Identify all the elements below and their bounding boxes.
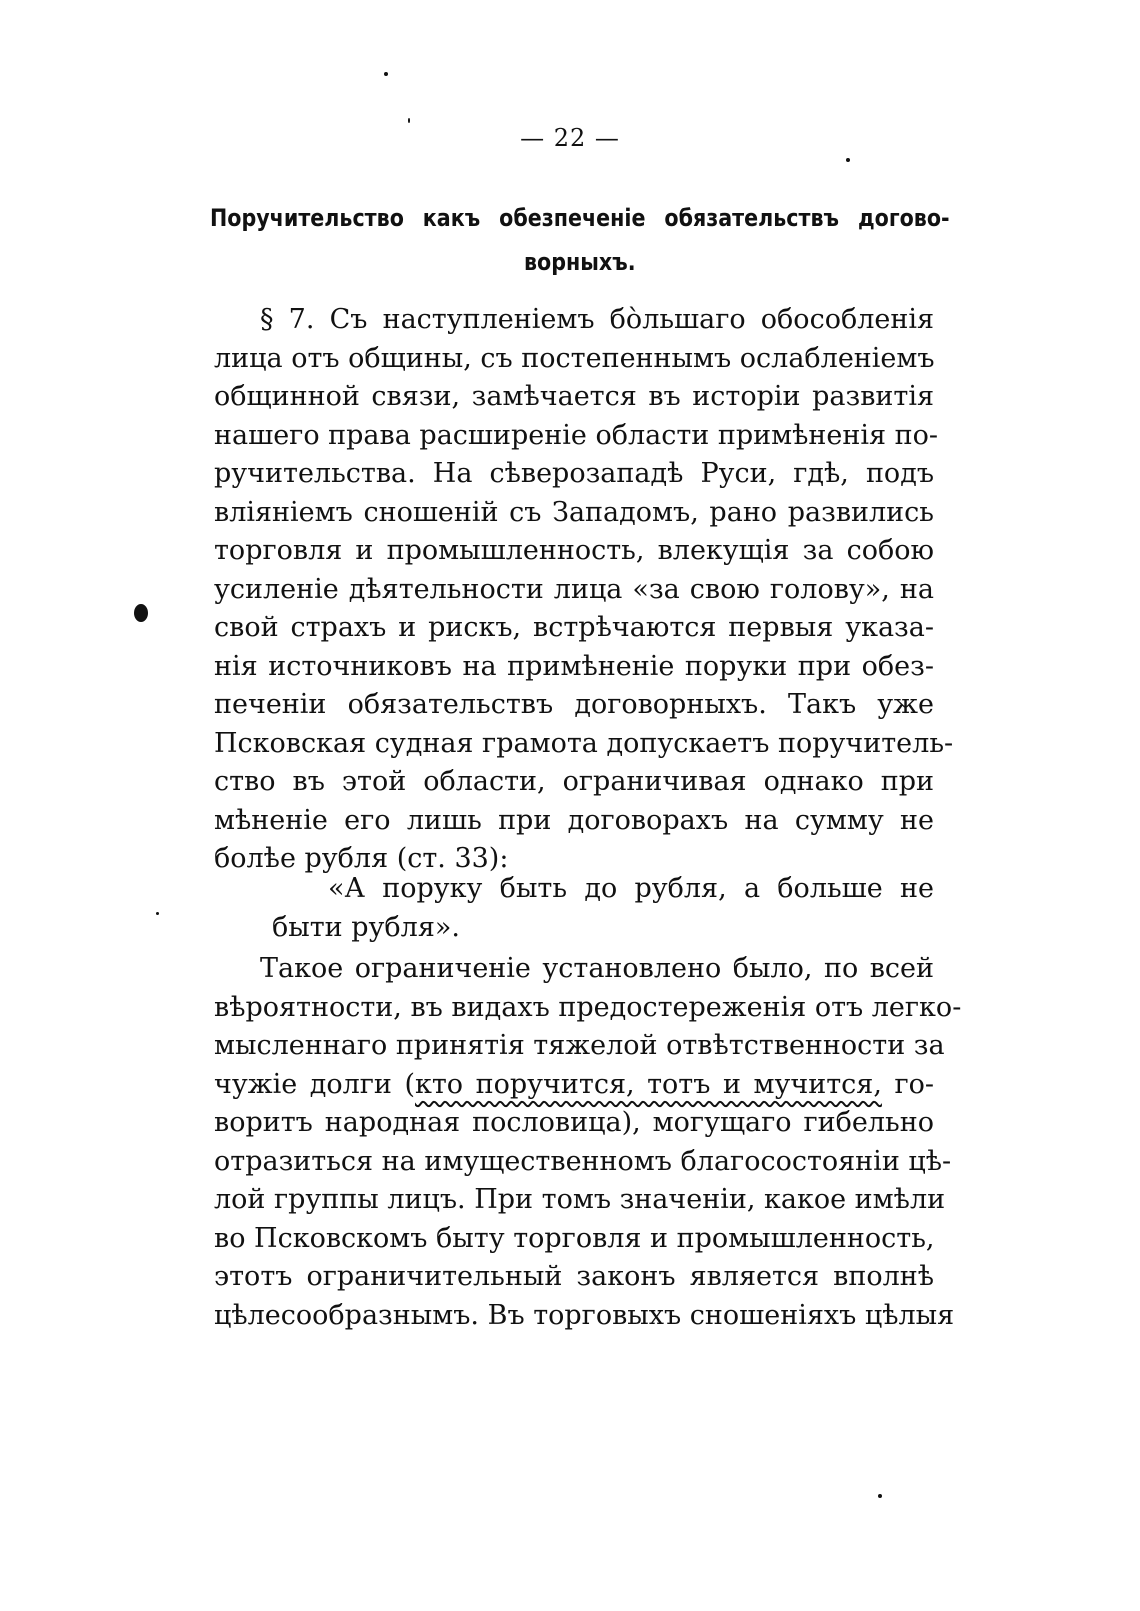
text-line: во Псковскомъ быту торговля и промышленность, <box>214 1222 935 1254</box>
text-line: печеніи обязательствъ договорныхъ. Такъ уже <box>214 689 934 720</box>
page-number: — 22 — <box>520 124 620 152</box>
text-line: вліяніемъ сношеній съ Западомъ, рано развились <box>214 496 934 528</box>
text-line: лица отъ общины, съ постепеннымъ ослабленіемъ <box>214 342 935 374</box>
text-line: отразиться на имущественномъ благосостояніи цѣ- <box>214 1145 952 1177</box>
text-line: усиленіе дѣятельности лица «за свою голову», на <box>214 573 934 605</box>
text-line <box>214 1066 934 1105</box>
text-line: мысленнаго принятія тяжелой отвѣтственности за <box>214 1030 945 1061</box>
scan-speck <box>384 72 388 76</box>
quote-block <box>272 870 934 947</box>
paragraph-2 <box>214 950 962 1335</box>
underlined-proverb: кто поручится, тотъ и мучится, <box>415 1068 882 1100</box>
text-line: Такое ограниченіе установлено было, по всей <box>260 953 934 984</box>
paragraph-1 <box>214 301 954 879</box>
quote-line: «А поруку быть до рубля, а больше не <box>328 873 934 904</box>
text-line: общинной связи, замѣчается въ исторіи развитія <box>214 381 934 412</box>
section-heading <box>210 196 950 284</box>
scan-speck <box>846 158 850 162</box>
heading-line: ворныхъ. <box>523 248 636 276</box>
text-fragment: чужіе долги ( <box>214 1068 415 1100</box>
scan-speck <box>878 1494 882 1498</box>
text-line: свой страхъ и рискъ, встрѣчаются первыя указа- <box>214 612 934 643</box>
scan-speck <box>408 118 410 123</box>
scan-speck <box>156 912 159 915</box>
text-line: воритъ народная пословица), могущаго гибельно <box>214 1107 934 1138</box>
text-line: лой группы лицъ. При томъ значеніи, какое имѣли <box>214 1184 946 1215</box>
text-line: цѣлесообразнымъ. Въ торговыхъ сношеніяхъ цѣлыя <box>214 1299 955 1331</box>
heading-line: Поручительство какъ обезпеченіе обязательствъ догово- <box>210 204 950 232</box>
text-line: ство въ этой области, ограничивая однако при <box>214 766 934 797</box>
text-line: нашего права расширеніе области примѣненія по- <box>214 419 939 451</box>
text-line: торговля и промышленность, влекущія за собою <box>214 535 934 566</box>
text-line: мѣненіе его лишь при договорахъ на сумму не <box>214 804 934 836</box>
quote-line: быти рубля». <box>272 911 460 943</box>
text-line: ручительства. На сѣверозападѣ Руси, гдѣ, подъ <box>214 458 934 489</box>
text-fragment: го- <box>881 1068 934 1100</box>
text-line: § 7. Съ наступленіемъ бо̀льшаго обособленія <box>260 304 934 335</box>
text-line: вѣроятности, въ видахъ предостереженія отъ легко- <box>214 991 962 1023</box>
text-line: Псковская судная грамота допускаетъ поручитель- <box>214 727 954 759</box>
text-line: болѣе рубля (ст. 33): <box>214 843 509 874</box>
text-line: этотъ ограничительный законъ является вполнѣ <box>214 1261 934 1292</box>
scan-speck <box>134 604 148 622</box>
text-line: нія источниковъ на примѣненіе поруки при обез- <box>214 650 934 682</box>
